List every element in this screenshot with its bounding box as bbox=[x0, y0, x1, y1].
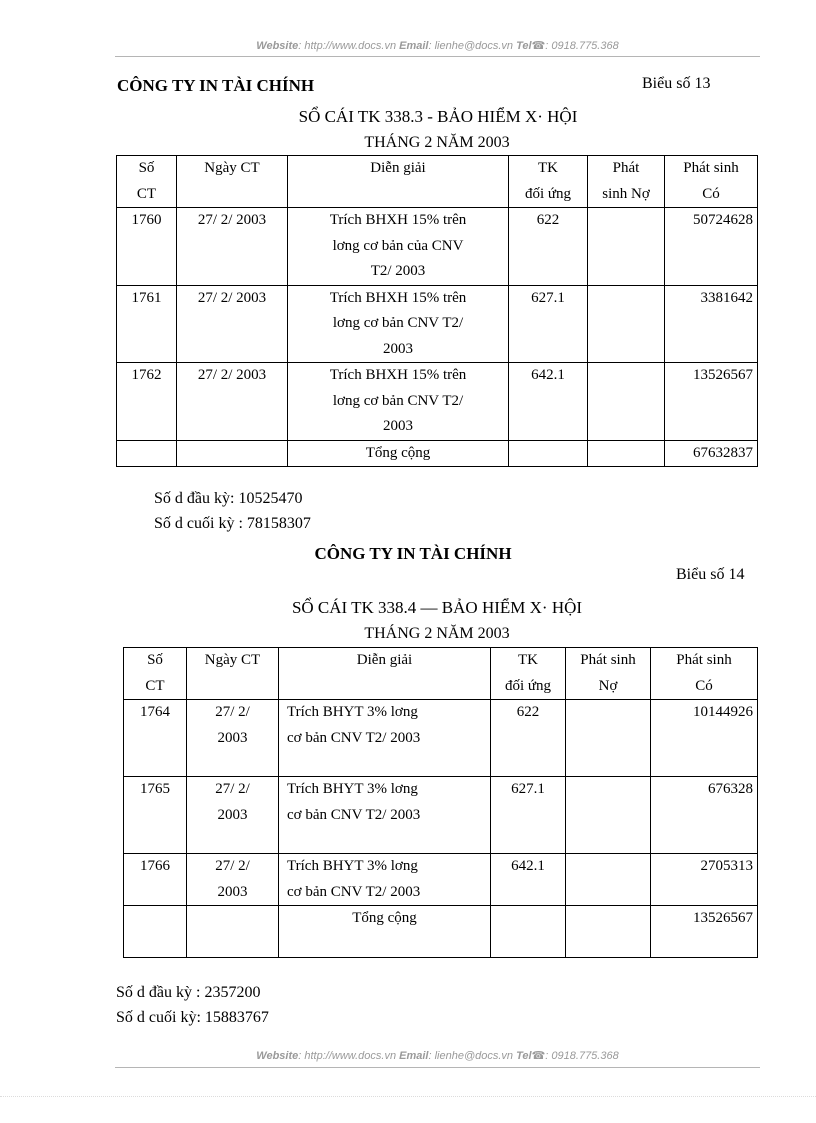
footer-tel-label: Tel bbox=[516, 1050, 532, 1062]
total-row bbox=[117, 440, 758, 467]
footer-tel-value: ☎: 0918.775.368 bbox=[531, 1050, 619, 1062]
col-header-so-ct: Số CT bbox=[124, 648, 187, 700]
table-row bbox=[124, 854, 758, 906]
cell-tk-doi-ung: 642.1 bbox=[491, 854, 566, 906]
ledger1-closing-balance: Số d cuối kỳ : 78158307 bbox=[154, 515, 311, 532]
cell-phat-sinh-co: 10144926 bbox=[651, 700, 758, 777]
cell-phat-sinh-no bbox=[566, 854, 651, 906]
col-header-ngay-ct: Ngày CT bbox=[187, 648, 279, 700]
ledger1-title: SỔ CÁI TK 338.3 - BẢO HIỂM X· HỘI bbox=[298, 107, 578, 126]
col-header-dien-giai: Diễn giải bbox=[279, 648, 491, 700]
cell-dien-giai: Trích BHYT 3% lơng cơ bản CNV T2/ 2003 bbox=[279, 700, 491, 777]
cell-dien-giai: Trích BHXH 15% trên lơng cơ bản CNV T2/ 2003 bbox=[288, 285, 509, 363]
table-header-row bbox=[117, 156, 758, 208]
ledger1-form-no: Biểu số 13 bbox=[642, 75, 711, 92]
total-credit: 13526567 bbox=[651, 906, 758, 958]
table-row bbox=[124, 700, 758, 777]
col-header-tk-doi-ung: TK đối ứng bbox=[509, 156, 588, 208]
cell-so-ct: 1764 bbox=[124, 700, 187, 777]
cell-empty bbox=[117, 440, 177, 467]
ledger1-opening-balance: Số d đầu kỳ: 10525470 bbox=[154, 490, 303, 507]
cell-ngay-ct: 27/ 2/ 2003 bbox=[177, 363, 288, 441]
ledger1-period: THÁNG 2 NĂM 2003 bbox=[364, 134, 510, 151]
header-website-label: Website bbox=[256, 40, 299, 52]
cell-empty bbox=[588, 440, 665, 467]
cell-phat-sinh-co: 50724628 bbox=[665, 208, 758, 286]
cell-phat-sinh-co: 2705313 bbox=[651, 854, 758, 906]
footer-rule bbox=[115, 1067, 760, 1068]
header-tel-value: ☎: 0918.775.368 bbox=[531, 40, 619, 52]
ledger1-table bbox=[116, 155, 758, 467]
cell-phat-sinh-no bbox=[588, 285, 665, 363]
cell-ngay-ct: 27/ 2/ 2003 bbox=[177, 285, 288, 363]
ledger2-form-no: Biểu số 14 bbox=[676, 566, 745, 583]
cell-tk-doi-ung: 627.1 bbox=[509, 285, 588, 363]
cell-so-ct: 1760 bbox=[117, 208, 177, 286]
col-header-so-ct: Số CT bbox=[117, 156, 177, 208]
cell-tk-doi-ung: 622 bbox=[491, 700, 566, 777]
table-header-row bbox=[124, 648, 758, 700]
table-row bbox=[124, 777, 758, 854]
cell-phat-sinh-no bbox=[566, 777, 651, 854]
cell-empty bbox=[566, 906, 651, 958]
col-header-ngay-ct: Ngày CT bbox=[177, 156, 288, 208]
footer-website-url[interactable]: : http://www.docs.vn bbox=[298, 1050, 397, 1062]
total-credit: 67632837 bbox=[665, 440, 758, 467]
col-header-phat-sinh-no: Phát sinh Nợ bbox=[566, 648, 651, 700]
col-header-phat-sinh-co: Phát sinh Có bbox=[665, 156, 758, 208]
header-email-value[interactable]: : lienhe@docs.vn bbox=[428, 40, 514, 52]
cell-phat-sinh-co: 676328 bbox=[651, 777, 758, 854]
cell-ngay-ct: 27/ 2/ 2003 bbox=[187, 777, 279, 854]
col-header-tk-doi-ung: TK đối ứng bbox=[491, 648, 566, 700]
header-rule bbox=[115, 56, 760, 57]
col-header-dien-giai: Diễn giải bbox=[288, 156, 509, 208]
ledger1-company: CÔNG TY IN TÀI CHÍNH bbox=[117, 76, 315, 95]
col-header-phat-sinh-no: Phát sinh Nợ bbox=[588, 156, 665, 208]
cell-phat-sinh-no bbox=[566, 700, 651, 777]
header-tel-label: Tel bbox=[516, 40, 532, 52]
cell-empty bbox=[509, 440, 588, 467]
cell-phat-sinh-no bbox=[588, 208, 665, 286]
footer-email-label: Email bbox=[399, 1050, 429, 1062]
ledger2-table bbox=[123, 647, 758, 958]
page-edge-divider bbox=[0, 1096, 816, 1097]
cell-empty bbox=[177, 440, 288, 467]
cell-empty bbox=[124, 906, 187, 958]
header-email-label: Email bbox=[399, 40, 429, 52]
cell-so-ct: 1765 bbox=[124, 777, 187, 854]
ledger2-company: CÔNG TY IN TÀI CHÍNH bbox=[314, 544, 512, 563]
cell-dien-giai: Trích BHXH 15% trên lơng cơ bản của CNV T2/ 2003 bbox=[288, 208, 509, 286]
cell-phat-sinh-co: 3381642 bbox=[665, 285, 758, 363]
cell-tk-doi-ung: 627.1 bbox=[491, 777, 566, 854]
table-row bbox=[117, 285, 758, 363]
table-row bbox=[117, 363, 758, 441]
cell-phat-sinh-no bbox=[588, 363, 665, 441]
page-header bbox=[115, 39, 760, 52]
cell-ngay-ct: 27/ 2/ 2003 bbox=[187, 700, 279, 777]
table-row bbox=[117, 208, 758, 286]
cell-empty bbox=[187, 906, 279, 958]
cell-phat-sinh-co: 13526567 bbox=[665, 363, 758, 441]
footer-website-label: Website bbox=[256, 1050, 299, 1062]
page-footer bbox=[115, 1049, 760, 1062]
total-label: Tổng cộng bbox=[288, 440, 509, 467]
ledger2-closing-balance: Số d cuối kỳ: 15883767 bbox=[116, 1009, 269, 1026]
total-label: Tổng cộng bbox=[279, 906, 491, 958]
cell-tk-doi-ung: 642.1 bbox=[509, 363, 588, 441]
cell-ngay-ct: 27/ 2/ 2003 bbox=[187, 854, 279, 906]
cell-dien-giai: Trích BHYT 3% lơng cơ bản CNV T2/ 2003 bbox=[279, 777, 491, 854]
cell-dien-giai: Trích BHXH 15% trên lơng cơ bản CNV T2/ 2003 bbox=[288, 363, 509, 441]
total-row bbox=[124, 906, 758, 958]
header-website-url[interactable]: : http://www.docs.vn bbox=[298, 40, 397, 52]
cell-ngay-ct: 27/ 2/ 2003 bbox=[177, 208, 288, 286]
footer-email-value[interactable]: : lienhe@docs.vn bbox=[428, 1050, 514, 1062]
cell-dien-giai: Trích BHYT 3% lơng cơ bản CNV T2/ 2003 bbox=[279, 854, 491, 906]
ledger2-opening-balance: Số d đầu kỳ : 2357200 bbox=[116, 984, 261, 1001]
col-header-phat-sinh-co: Phát sinh Có bbox=[651, 648, 758, 700]
ledger2-title: SỔ CÁI TK 338.4 — BẢO HIỂM X· HỘI bbox=[291, 598, 583, 617]
cell-so-ct: 1766 bbox=[124, 854, 187, 906]
cell-so-ct: 1762 bbox=[117, 363, 177, 441]
ledger2-period: THÁNG 2 NĂM 2003 bbox=[364, 625, 510, 642]
cell-empty bbox=[491, 906, 566, 958]
cell-so-ct: 1761 bbox=[117, 285, 177, 363]
cell-tk-doi-ung: 622 bbox=[509, 208, 588, 286]
